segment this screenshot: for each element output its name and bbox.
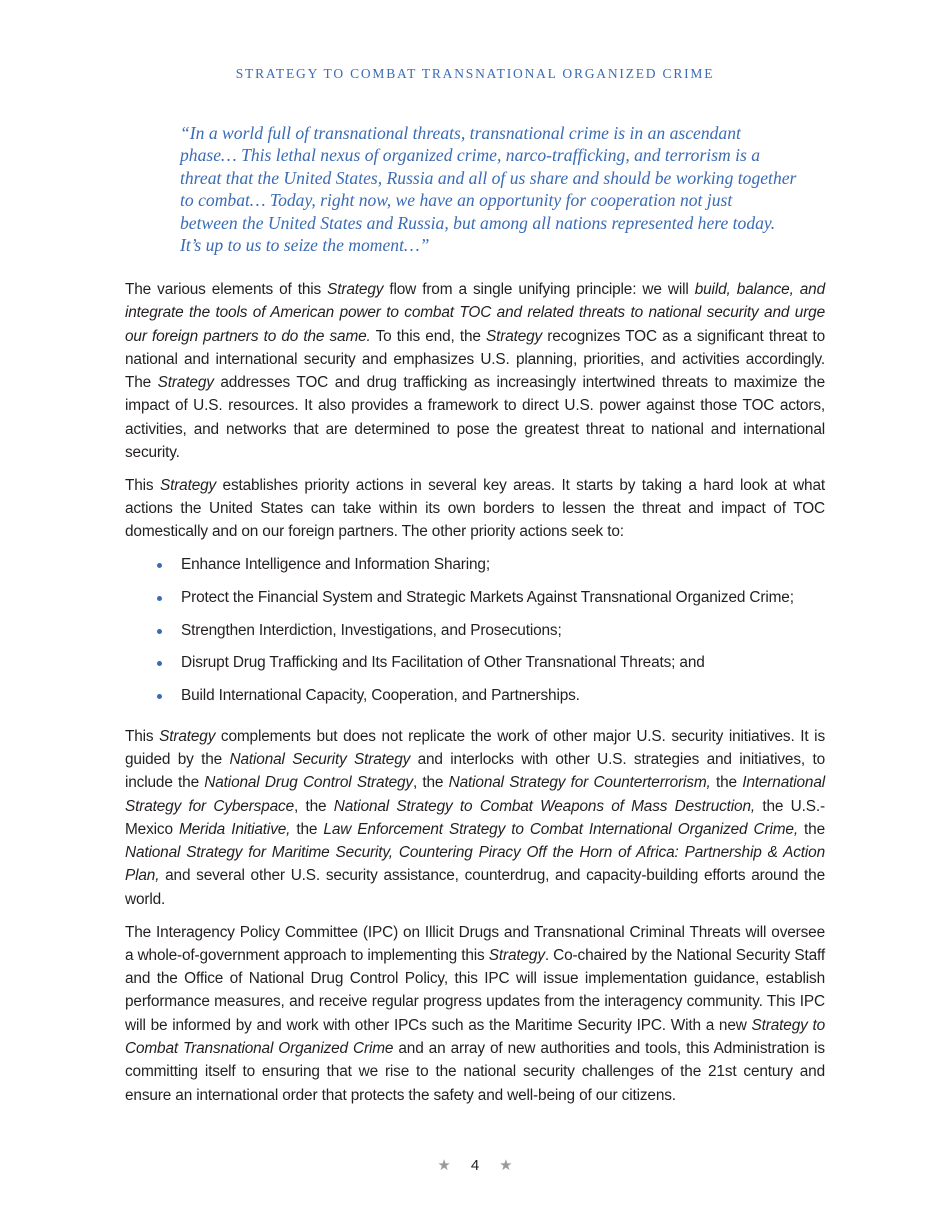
paragraph-complements: This Strategy complements but does not replicate the work of other major U.S. security initiatives. It is guided by the National Security Strategy and interlocks with other U.S. strategies and initiatives, to include the National Drug Control Strategy, the National Strategy for Counterterrorism, the International Strategy for Cyberspace, the National Strategy to Combat Weapons of Mass Destruction, the U.S.-Mexico Merida Initiative, the Law Enforcement Strategy to Combat International Organized Crime, the National Strategy for Maritime Security, Countering Piracy Off the Horn of Africa: Partnership & Action Plan, and several other U.S. security assistance, counterdrug, and capacity-building efforts around the world. bbox=[125, 727, 825, 908]
list-item: Disrupt Drug Trafficking and Its Facilitation of Other Transnational Threats; and bbox=[125, 651, 825, 684]
paragraph-unifying-principle: The various elements of this Strategy flow from a single unifying principle: we will build, balance, and integrate the tools of American power to combat TOC and related threats to national security and urge our foreign partners to do the same. To this end, the Strategy recognizes TOC as a significant threat to national and international security and emphasizes U.S. planning, priorities, and activities accordingly. The Strategy addresses TOC and drug trafficking as increasingly intertwined threats to maximize the impact of U.S. resources. It also provides a framework to direct U.S. power against those TOC actors, activities, and networks that are determined to pose the greatest threat to national and international security. bbox=[125, 281, 826, 462]
list-item: Strengthen Interdiction, Investigations, and Prosecutions; bbox=[125, 619, 825, 652]
quote-line: threat that the United States, Russia and all of us share and should be working together bbox=[180, 167, 797, 188]
body-text bbox=[125, 278, 825, 1116]
star-icon: ★ bbox=[437, 1157, 451, 1174]
quote-line: to combat… Today, right now, we have an opportunity for cooperation not just bbox=[180, 190, 733, 211]
page-footer bbox=[0, 1156, 950, 1174]
paragraph-priority-actions: This Strategy establishes priority actions in several key areas. It starts by taking a hard look at what actions the United States can take within its own borders to lessen the threat and impact of TOC domestically and on our foreign partners. The other priority actions seek to: bbox=[125, 476, 825, 541]
running-header: STRATEGY TO COMBAT TRANSNATIONAL ORGANIZED CRIME bbox=[235, 66, 715, 81]
quote-line: It’s up to us to seize the moment…” bbox=[180, 235, 430, 256]
pull-quote bbox=[180, 122, 797, 256]
paragraph-ipc: The Interagency Policy Committee (IPC) on Illicit Drugs and Transnational Criminal Threats will oversee a whole-of-government approach to implementing this Strategy. Co-chaired by the National Security Staff and the Office of National Drug Control Policy, this IPC will issue implementation guidance, establish performance measures, and receive regular progress updates from the interagency community. This IPC will be informed by and work with other IPCs such as the Maritime Security IPC. With a new Strategy to Combat Transnational Organized Crime and an array of new authorities and tools, this Administration is committing itself to ensuring that we rise to the national security challenges of the 21st century and ensure an international order that protects the safety and well-being of our citizens. bbox=[125, 923, 825, 1104]
star-icon: ★ bbox=[499, 1157, 513, 1174]
quote-line: “In a world full of transnational threats, transnational crime is in an ascendant bbox=[180, 123, 741, 143]
list-item: Build International Capacity, Cooperation, and Partnerships. bbox=[125, 684, 825, 717]
list-item: Protect the Financial System and Strategic Markets Against Transnational Organized Crime; bbox=[125, 586, 825, 619]
quote-line: phase… This lethal nexus of organized crime, narco-trafficking, and terrorism is a bbox=[180, 145, 761, 166]
quote-line: between the United States and Russia, but among all nations represented here today. bbox=[180, 212, 776, 233]
priority-actions-list bbox=[125, 553, 825, 716]
page-number: 4 bbox=[470, 1157, 480, 1174]
list-item: Enhance Intelligence and Information Sharing; bbox=[125, 553, 825, 586]
